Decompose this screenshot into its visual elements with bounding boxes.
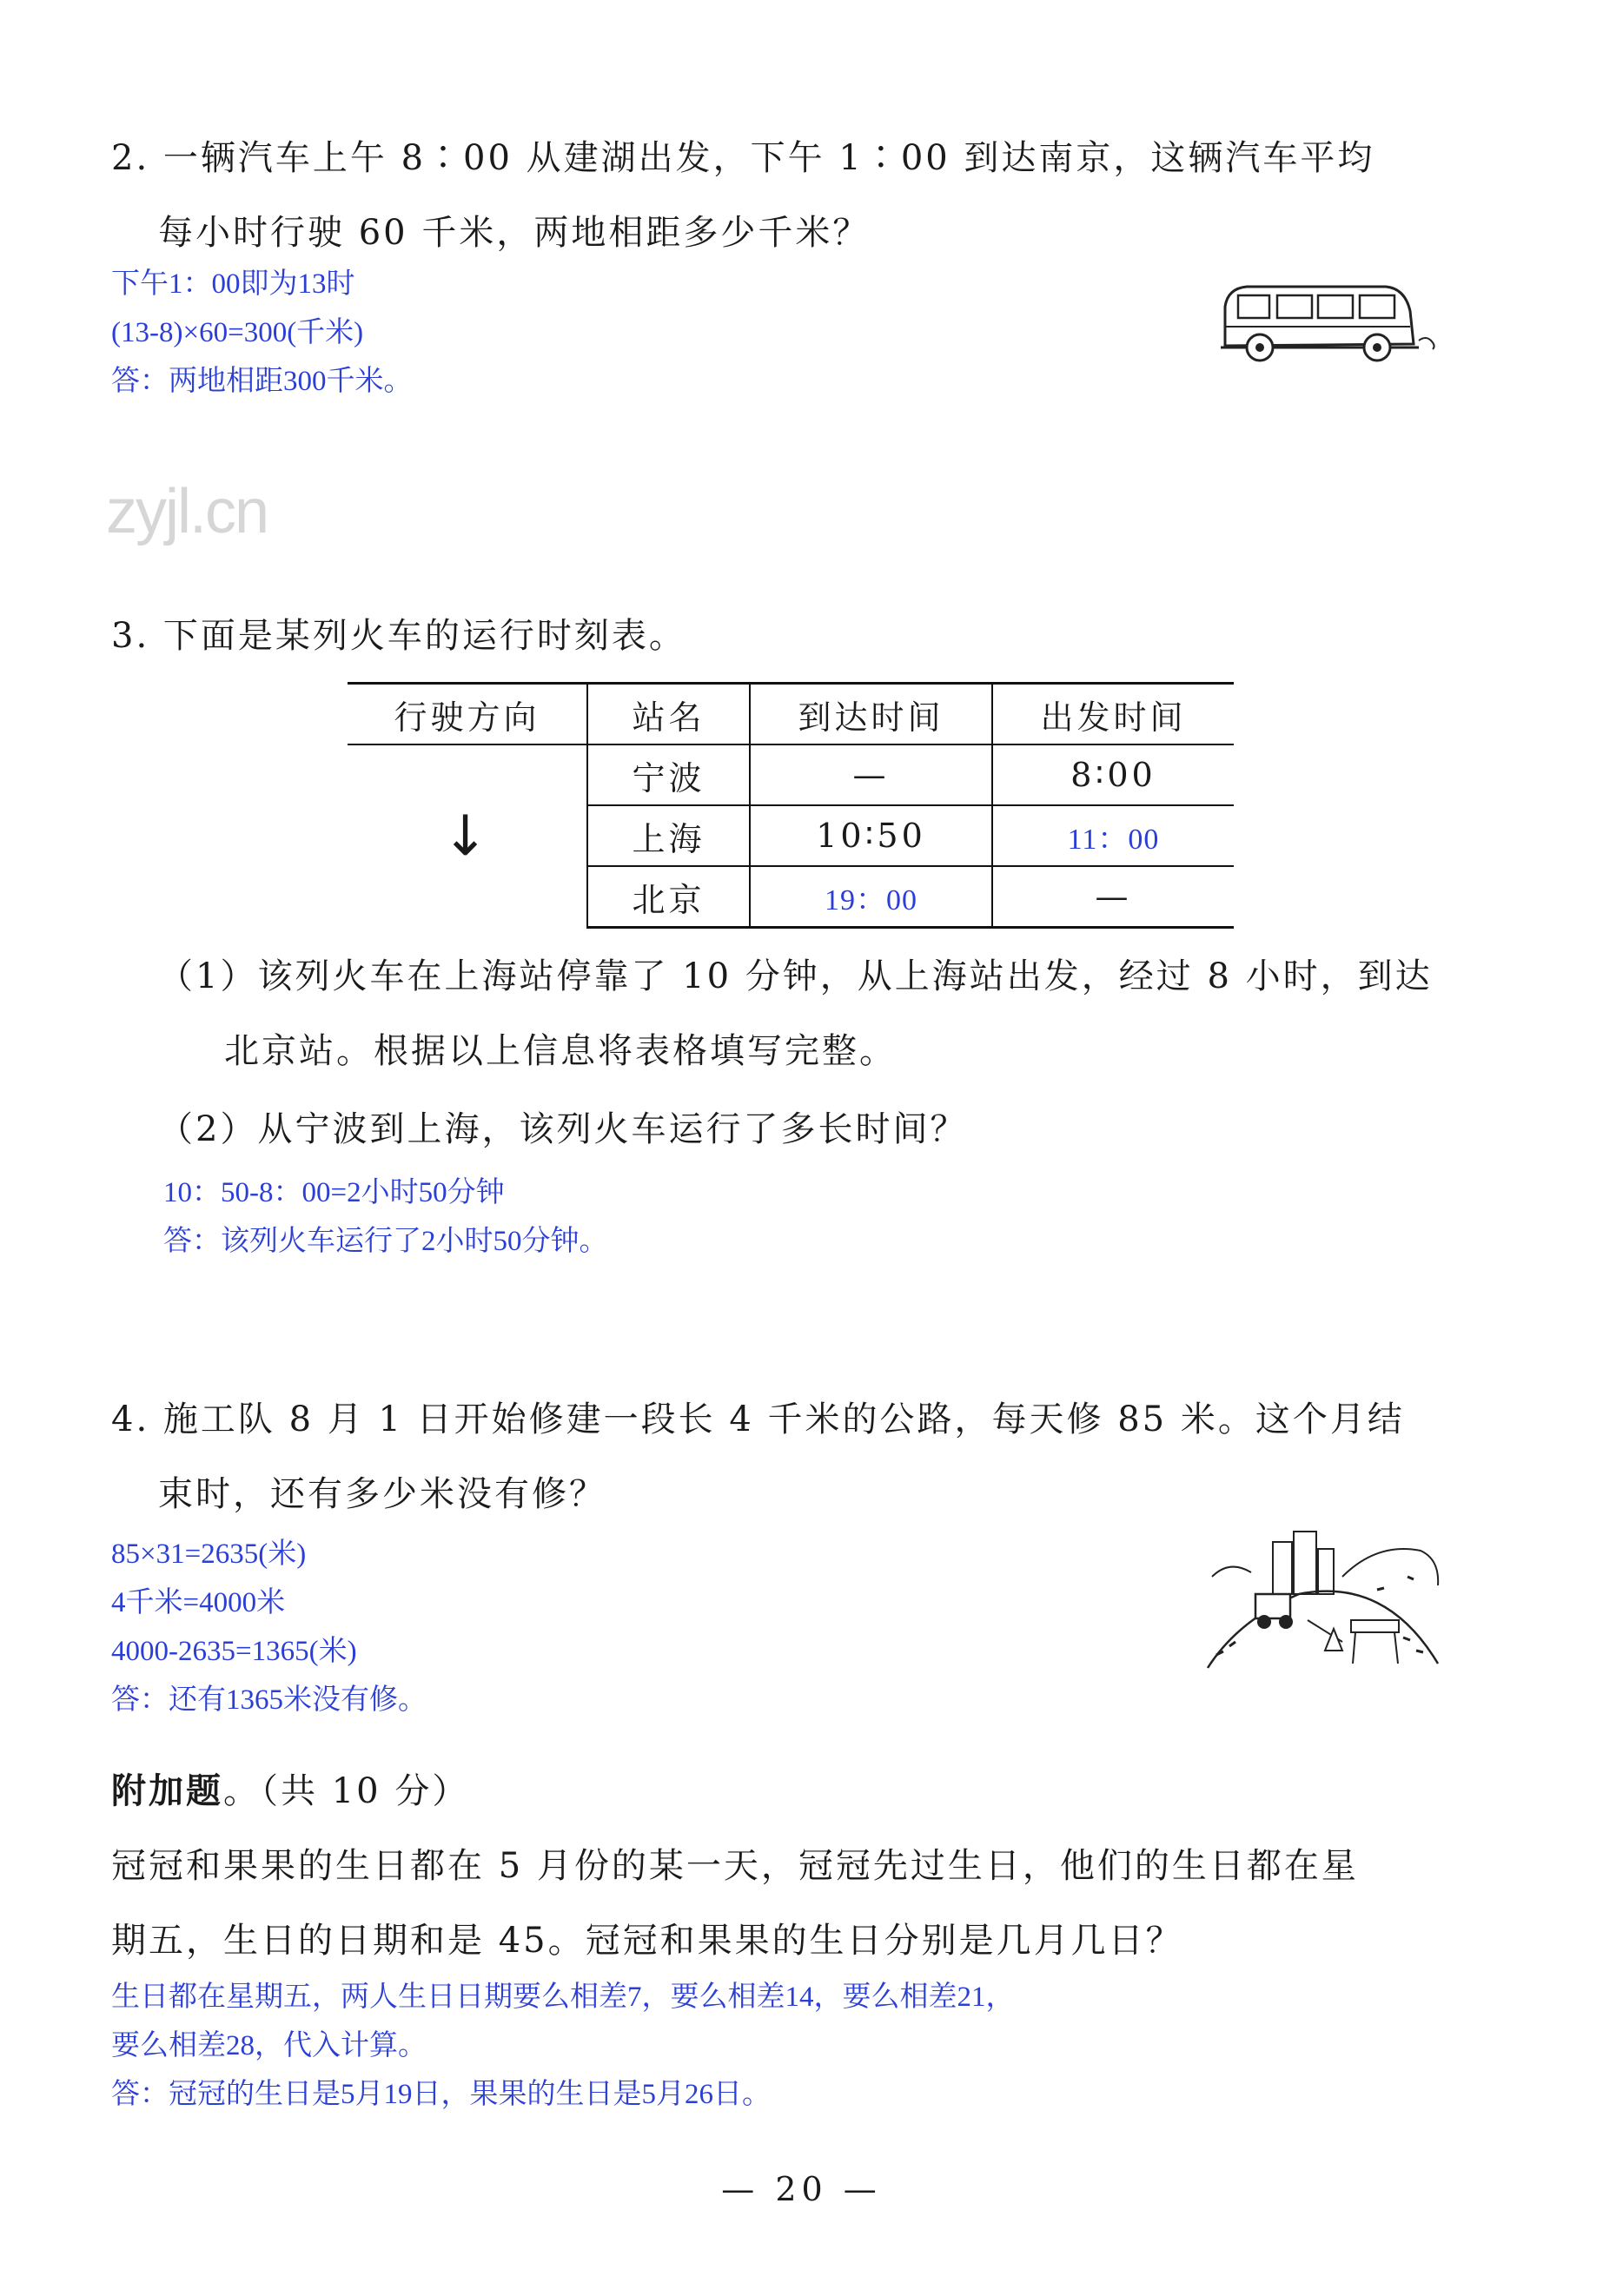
- header-station: 站名: [587, 684, 750, 745]
- table-row: [348, 744, 1234, 805]
- train-timetable: [348, 682, 1234, 929]
- q2-answer-2: (13-8)×60=300(千米): [111, 317, 364, 348]
- q4-line1: 4. 施工队 8 月 1 日开始修建一段长 4 千米的公路，每天修 85 米。这个月结: [111, 1399, 1405, 1439]
- table-header-row: [348, 684, 1234, 745]
- q4-answer-4: 答：还有1365米没有修。: [111, 1684, 427, 1716]
- q2-line2: 每小时行驶 60 千米，两地相距多少千米？: [158, 213, 871, 253]
- bonus-heading: [111, 1763, 469, 1813]
- arrive-cell-answer: 19：00: [825, 883, 917, 916]
- bonus-line2: 期五，生日的日期和是 45。冠冠和果果的生日分别是几月几日？: [111, 1921, 1183, 1961]
- arrive-cell: 10∶50: [750, 805, 992, 866]
- q3-title: 3. 下面是某列火车的运行时刻表。: [111, 616, 686, 656]
- bonus-answer-2: 要么相差28，代入计算。: [111, 2030, 427, 2061]
- station-cell: 宁波: [587, 744, 750, 805]
- bonus-answer-3: 答：冠冠的生日是5月19日，果果的生日是5月26日。: [111, 2079, 771, 2110]
- page-number: — 20 —: [721, 2170, 882, 2208]
- station-cell: 上海: [587, 805, 750, 866]
- bonus-title: 附加题: [111, 1770, 223, 1811]
- depart-cell: —: [992, 866, 1234, 928]
- q2-answer-3: 答：两地相距300千米。: [111, 366, 413, 397]
- road-construction-illustration: [1203, 1525, 1442, 1672]
- bonus-answer-1: 生日都在星期五，两人生日日期要么相差7，要么相差14，要么相差21，: [111, 1982, 1015, 2013]
- q4-answer-1: 85×31=2635(米): [111, 1538, 307, 1570]
- q2-line1: 2. 一辆汽车上午 8∶00 从建湖出发，下午 1∶00 到达南京，这辆汽车平均: [111, 138, 1375, 178]
- depart-cell: 8∶00: [992, 744, 1234, 805]
- watermark: zyjl.cn: [106, 477, 268, 546]
- q3-answer-1: 10：50-8：00=2小时50分钟: [163, 1177, 505, 1208]
- q3-sub2: （2）从宁波到上海，该列火车运行了多长时间？: [158, 1109, 968, 1149]
- q3-answer-2: 答：该列火车运行了2小时50分钟。: [163, 1226, 608, 1257]
- q4-answer-2: 4千米=4000米: [111, 1587, 286, 1618]
- depart-cell-answer: 11：00: [1067, 823, 1160, 856]
- header-depart: 出发时间: [992, 684, 1234, 745]
- q3-sub1-line2: 北京站。根据以上信息将表格填写完整。: [224, 1031, 897, 1071]
- bonus-points: 。（共 10 分）: [223, 1771, 470, 1811]
- direction-arrow: ↓: [441, 804, 493, 869]
- header-arrive: 到达时间: [750, 684, 992, 745]
- van-illustration: [1212, 276, 1438, 363]
- arrive-cell: —: [750, 744, 992, 805]
- station-cell: 北京: [587, 866, 750, 928]
- q4-line2: 束时，还有多少米没有修？: [158, 1474, 606, 1514]
- q3-sub1-line1: （1）该列火车在上海站停靠了 10 分钟，从上海站出发，经过 8 小时，到达: [158, 956, 1433, 996]
- header-direction: 行驶方向: [348, 684, 587, 745]
- bonus-line1: 冠冠和果果的生日都在 5 月份的某一天，冠冠先过生日，他们的生日都在星: [111, 1846, 1359, 1886]
- q2-answer-1: 下午1：00即为13时: [111, 268, 355, 300]
- q4-answer-3: 4000-2635=1365(米): [111, 1636, 357, 1667]
